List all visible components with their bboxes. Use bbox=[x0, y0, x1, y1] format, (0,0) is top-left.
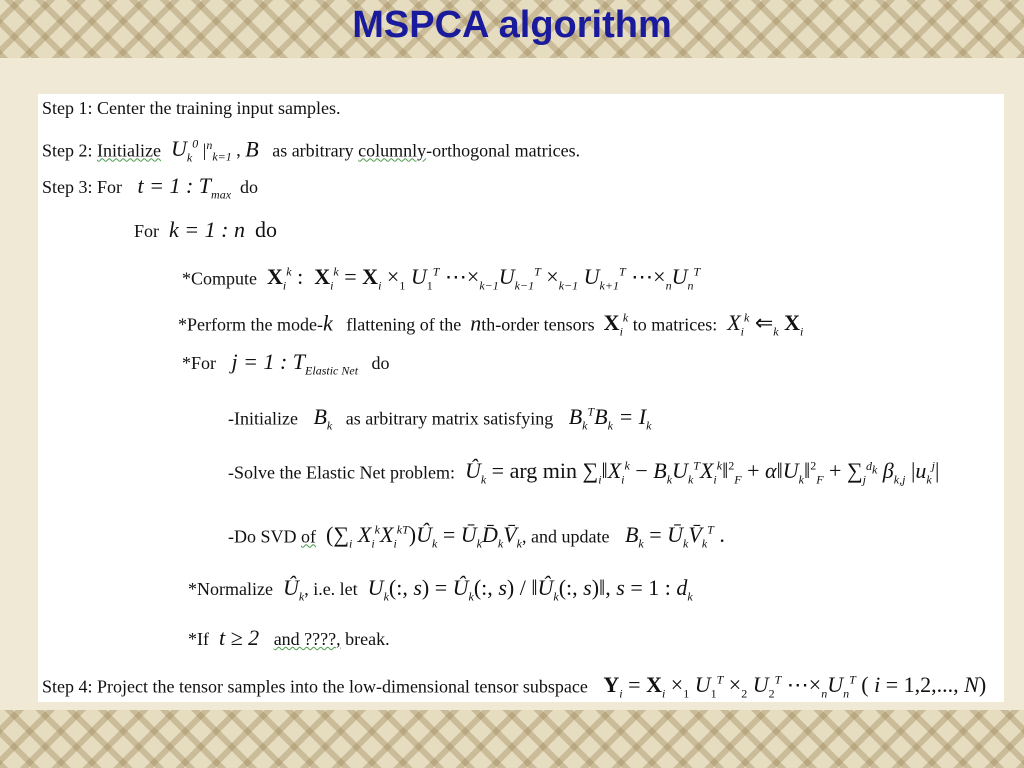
step-2: Step 2: Initialize $U_k^0$ $|^n_{k=1}$ , B as arbitrary columnly-orthogonal matrices. bbox=[42, 136, 581, 165]
formula-compute: $X_i^k$ : $X_i^k = X_i \times_1$ $U_1^T$ $\cdots\times_{k-1}U_{k-1}^T \times_{k-1}$ $U_{k+1}^T$ $\cdots\times_nU_n^T$ bbox=[267, 264, 701, 293]
for-k-loop: For k = 1 : n do bbox=[134, 217, 277, 242]
formula-project: $Y_i = X_i \times_1$ $U_1^T \times_2$ $U_2^T$ $\cdots\times_nU_n^T$ ( i = 1,2,..., N) bbox=[603, 672, 987, 701]
step-1: Step 1: Center the training input samples. bbox=[42, 98, 341, 118]
elastic-net-line: -Solve the Elastic Net problem: $Û_k$ = arg $\min \sum_i‖X_i^k$ − $B_kU_k^TX_i^k‖^2_F$ + $\alpha‖U_k‖^2_F + \sum_j^{d_k}$ $\beta_{k,j}$ $|u_k^j|$ bbox=[228, 458, 940, 487]
algorithm-panel bbox=[38, 94, 1004, 702]
normalize-line: *Normalize $Û_k$, i.e. let $U_k$(:, $s) = Û_k$(:, $s) / ‖Û_k$(:, s)‖, s = 1 : $d_k$ bbox=[188, 575, 693, 604]
step-3: Step 3: For t = 1 : $T_{max}$ do bbox=[42, 173, 259, 202]
formula-t-range: t = 1 : $T_{max}$ bbox=[126, 173, 232, 202]
compute-line: *Compute $X_i^k$ : $X_i^k = X_i \times_1$ $U_1^T$ $\cdots\times_{k-1}U_{k-1}^T \times_{k-1}$ $U_{k+1}^T$ $\cdots\times_nU_n^T$ bbox=[182, 264, 701, 293]
formula-t-condition: t ≥ 2 bbox=[213, 625, 265, 650]
formula-update-b: $B_k$ = $Ū_kV̄_k^T$ . bbox=[624, 522, 725, 551]
perform-line: *Perform the mode-k flattening of the nth-order tensors $X_i^k$ to matrices: $X_i^k$ $⇐_k$ $X_i$ bbox=[178, 310, 804, 339]
formula-u0: $U_k^0$ bbox=[165, 136, 199, 165]
step-4: Step 4: Project the tensor samples into the low-dimensional tensor subspace $Y_i = X_i \times_1$ $U_1^T \times_2$ $U_2^T$ $\cdots\times_nU_n^T$ ( i = 1,2,..., N) bbox=[42, 672, 987, 701]
for-j-loop: *For j = 1 : $T_{Elastic Net}$ do bbox=[182, 349, 390, 378]
formula-flatten: $X_i^k$ $⇐_k$ $X_i$ bbox=[727, 310, 804, 339]
formula-j-range: j = 1 : $T_{Elastic Net}$ bbox=[220, 349, 359, 378]
formula-orthogonal: $B_k^TB_k = I_k$ bbox=[557, 404, 652, 433]
svd-line: -Do SVD of ($\sum_i$ $X_i^kX_i^{kT})Û_k$ = $Ū_kD̄_kV̄_k$, and update $B_k$ = $Ū_kV̄_k^T$ . bbox=[228, 522, 725, 551]
formula-elastic-net: $Û_k$ = arg $\min \sum_i‖X_i^k$ − $B_kU_k^TX_i^k‖^2_F$ + $\alpha‖U_k‖^2_F + \sum_j^{d_k}$ $\beta_{k,j}$ $|u_k^j|$ bbox=[464, 458, 940, 487]
formula-k-range: k = 1 : n bbox=[163, 217, 251, 242]
formula-normalize: $U_k$(:, $s) = Û_k$(:, $s) / ‖Û_k$(:, s)‖, s = 1 : $d_k$ bbox=[367, 575, 693, 604]
initialize-b-line: -Initialize $B_k$ as arbitrary matrix satisfying $B_k^TB_k = I_k$ bbox=[228, 404, 652, 433]
decorative-bottom-border bbox=[0, 710, 1024, 768]
if-break-line: *If t ≥ 2 and ????, break. bbox=[188, 625, 390, 650]
page-title: MSPCA algorithm bbox=[352, 4, 672, 46]
formula-svd: ($\sum_i$ $X_i^kX_i^{kT})Û_k$ = $Ū_kD̄_kV̄_k$ bbox=[320, 522, 522, 551]
